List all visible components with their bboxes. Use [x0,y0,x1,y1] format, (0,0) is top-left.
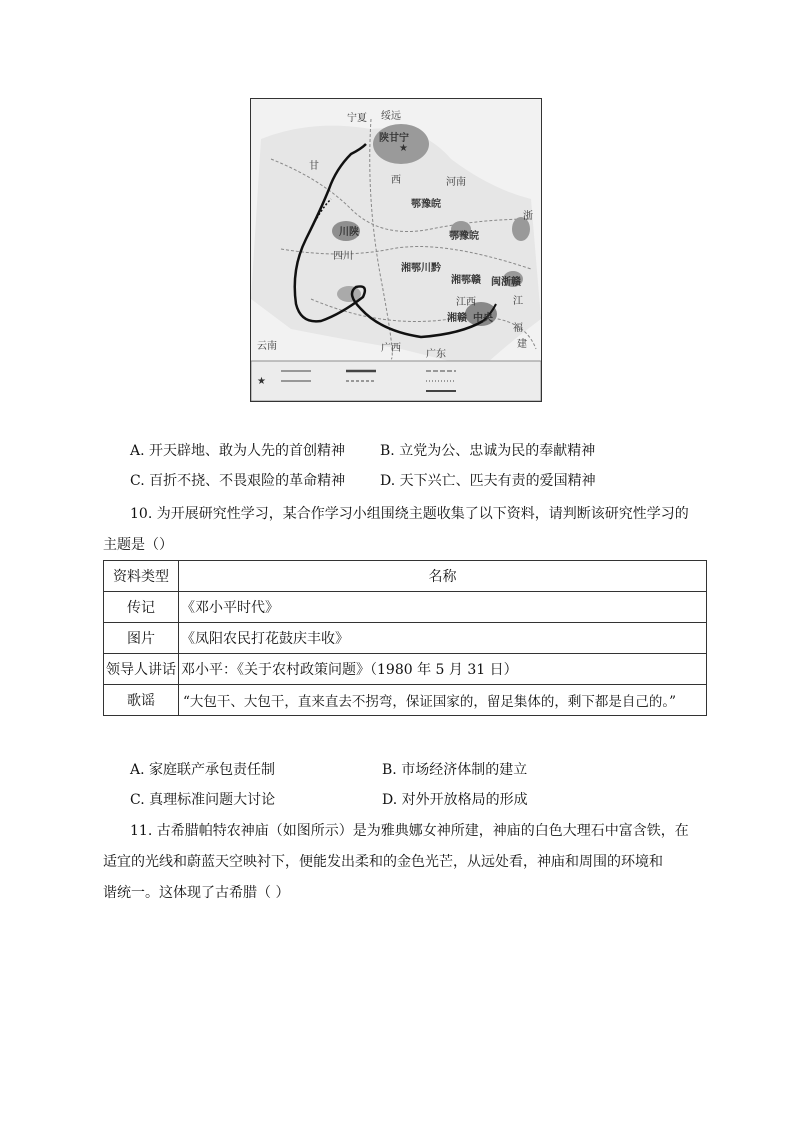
svg-text:湘鄂赣: 湘鄂赣 [451,275,481,286]
header-type: 资料类型 [104,561,179,592]
table-header-row [104,561,707,592]
svg-text:湘赣: 湘赣 [447,313,467,324]
source-table [103,560,707,716]
svg-text:广西: 广西 [381,343,401,354]
svg-text:湘鄂川黔: 湘鄂川黔 [401,263,441,274]
svg-text:江: 江 [513,296,523,307]
svg-text:★: ★ [399,143,408,154]
header-name: 名称 [179,561,707,592]
q9-option-d[interactable]: D. 天下兴亡、匹夫有责的爱国精神 [380,473,596,489]
cell-name: 《邓小平时代》 [179,592,707,623]
q11-line3: 谐统一。这体现了古希腊（ ） [103,885,290,901]
svg-text:★: ★ [257,376,266,387]
table-row [104,685,707,716]
svg-text:闽浙赣: 闽浙赣 [491,277,521,288]
cell-name: 邓小平：《关于农村政策问题》（1980 年 5 月 31 日） [179,654,707,685]
svg-text:甘: 甘 [309,161,319,172]
svg-text:川陕: 川陕 [339,227,359,238]
svg-text:鄂豫皖: 鄂豫皖 [411,199,441,210]
q10-option-c[interactable]: C. 真理标准问题大讨论 [130,792,276,808]
long-march-map [250,98,542,402]
table-row [104,623,707,654]
q11-line1: 11. 古希腊帕特农神庙（如图所示）是为雅典娜女神所建，神庙的白色大理石中富含铁，在 [130,823,689,839]
q10-option-b[interactable]: B. 市场经济体制的建立 [382,762,528,778]
q9-option-b[interactable]: B. 立党为公、忠诚为民的奉献精神 [380,443,596,459]
svg-text:广东: 广东 [426,349,446,360]
cell-type: 歌谣 [104,685,179,716]
svg-text:中央: 中央 [473,313,493,324]
q10-stem-line1: 10. 为开展研究性学习，某合作学习小组围绕主题收集了以下资料，请判断该研究性学习的 [130,506,689,522]
svg-text:福: 福 [513,323,523,334]
cell-type: 领导人讲话 [104,654,179,685]
svg-text:陕甘宁: 陕甘宁 [379,133,409,144]
table-row [104,654,707,685]
table-row [104,592,707,623]
svg-text:鄂豫皖: 鄂豫皖 [449,231,479,242]
cell-name: 《凤阳农民打花鼓庆丰收》 [179,623,707,654]
q10-option-d[interactable]: D. 对外开放格局的形成 [382,792,528,808]
q9-option-a[interactable]: A. 开天辟地、敢为人先的首创精神 [130,443,346,459]
q10-stem-line2: 主题是（） [103,537,173,553]
svg-text:浙: 浙 [523,211,533,222]
cell-name: “大包干、大包干，直来直去不拐弯，保证国家的，留足集体的，剩下都是自己的。” [179,685,707,716]
svg-text:云南: 云南 [257,341,277,352]
svg-text:四川: 四川 [333,251,353,262]
cell-type: 图片 [104,623,179,654]
svg-text:西: 西 [391,175,401,186]
svg-text:宁夏: 宁夏 [347,113,367,124]
svg-text:建: 建 [517,339,527,350]
svg-text:江西: 江西 [456,297,476,308]
map-graphic [251,99,541,401]
cell-type: 传记 [104,592,179,623]
svg-text:河南: 河南 [446,177,466,188]
svg-text:绥远: 绥远 [381,111,401,122]
q10-option-a[interactable]: A. 家庭联产承包责任制 [130,762,276,778]
q11-line2: 适宜的光线和蔚蓝天空映衬下，便能发出柔和的金色光芒，从远处看，神庙和周围的环境和 [103,854,663,870]
q9-option-c[interactable]: C. 百折不挠、不畏艰险的革命精神 [130,473,346,489]
